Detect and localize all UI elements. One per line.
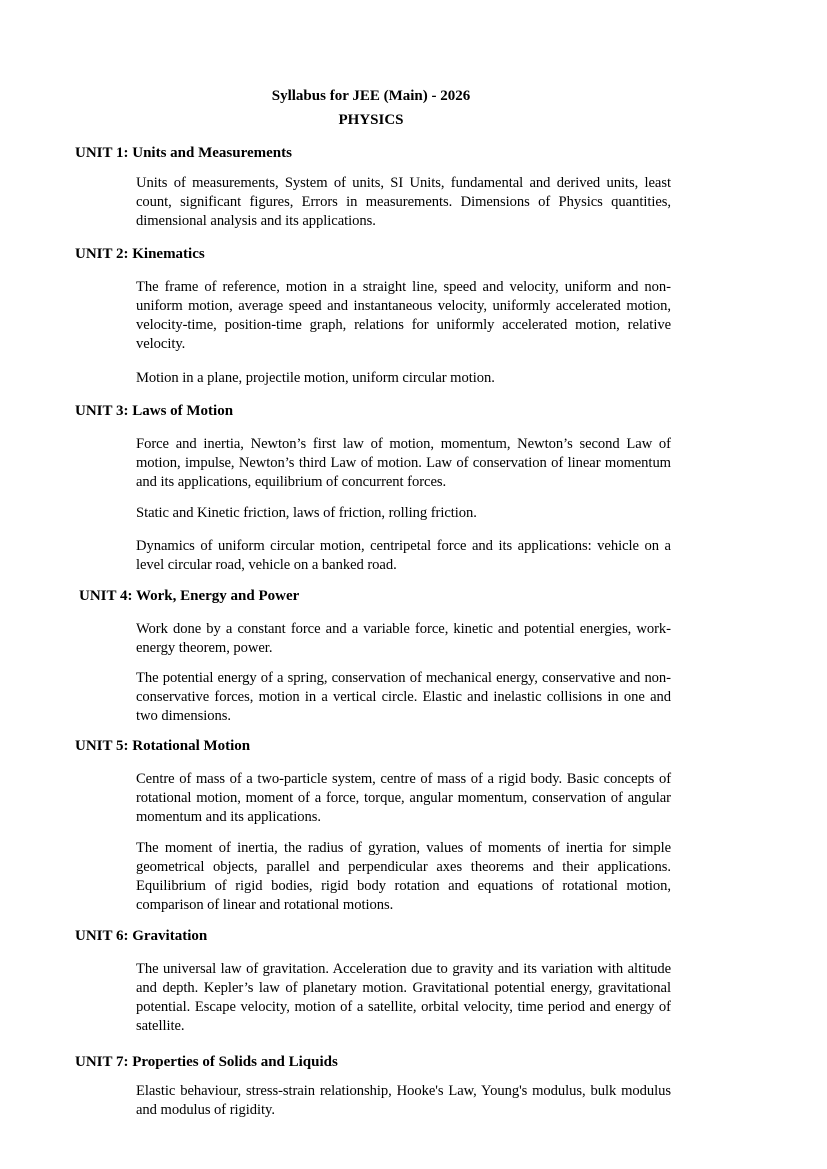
unit-2-paragraph-2: Motion in a plane, projectile motion, uniform circular motion. bbox=[136, 370, 495, 386]
unit-4-paragraph-2: The potential energy of a spring, conservation of mechanical energy, conservative and non- conservative forces, motion in a vertical circle. Elastic and inelastic collisions in one and two dimensions. bbox=[136, 670, 671, 724]
unit-2-heading: UNIT 2: Kinematics bbox=[75, 246, 205, 262]
unit-2-paragraph-1: The frame of reference, motion in a straight line, speed and velocity, uniform and non-uniform motion, average speed and instantaneous velocity, uniformly accelerated motion, velocity-time, position-time graph, relations for uniformly accelerated motion, relative velocity. bbox=[136, 279, 671, 352]
unit-3-paragraph-3: Dynamics of uniform circular motion, centripetal force and its applications: vehicle on a level circular road, vehicle on a banked road. bbox=[136, 538, 671, 573]
unit-3-heading: UNIT 3: Laws of Motion bbox=[75, 403, 234, 419]
unit-5-paragraph-1: Centre of mass of a two-particle system, centre of mass of a rigid body. Basic concepts of rotational motion, moment of a force, torque, angular momentum, conservation of angular momentum and its applications. bbox=[136, 771, 671, 825]
unit-5-heading: UNIT 5: Rotational Motion bbox=[75, 738, 251, 754]
unit-3-paragraph-2: Static and Kinetic friction, laws of friction, rolling friction. bbox=[136, 505, 477, 521]
unit-7-heading: UNIT 7: Properties of Solids and Liquids bbox=[75, 1054, 338, 1070]
unit-6-paragraph-1: The universal law of gravitation. Acceleration due to gravity and its variation with altitude and depth. Kepler’s law of planetary motion. Gravitational potential energy, gravitational potential. Escape velocity, motion of a satellite, orbital velocity, time period and energy of satellite. bbox=[136, 961, 671, 1034]
unit-1-paragraph-1: Units of measurements, System of units, SI Units, fundamental and derived units, least count, significant figures, Errors in measurements. Dimensions of Physics quantities, dimensional analysis and its applications. bbox=[136, 175, 671, 229]
document-title: Syllabus for JEE (Main) - 2026 bbox=[271, 88, 471, 104]
unit-5-paragraph-2: The moment of inertia, the radius of gyration, values of moments of inertia for simple geometrical objects, parallel and perpendicular axes theorems and their applications. Equilibrium of rigid bodies, rigid body rotation and equations of rotational motion, comparison of linear and rotational motions. bbox=[136, 840, 671, 913]
unit-6-heading: UNIT 6: Gravitation bbox=[75, 928, 208, 944]
unit-3-paragraph-1: Force and inertia, Newton’s first law of motion, momentum, Newton’s second Law of motion, impulse, Newton’s third Law of motion. Law of conservation of linear momentum and its applications, equilibrium of concurrent forces. bbox=[136, 436, 671, 490]
unit-7-paragraph-1: Elastic behaviour, stress-strain relationship, Hooke's Law, Young's modulus, bulk modulus and modulus of rigidity. bbox=[136, 1083, 671, 1118]
unit-4-heading: UNIT 4: Work, Energy and Power bbox=[79, 588, 300, 604]
unit-1-heading: UNIT 1: Units and Measurements bbox=[75, 145, 292, 161]
subject-title: PHYSICS bbox=[338, 112, 404, 128]
unit-4-paragraph-1: Work done by a constant force and a variable force, kinetic and potential energies, work-energy theorem, power. bbox=[136, 621, 671, 656]
